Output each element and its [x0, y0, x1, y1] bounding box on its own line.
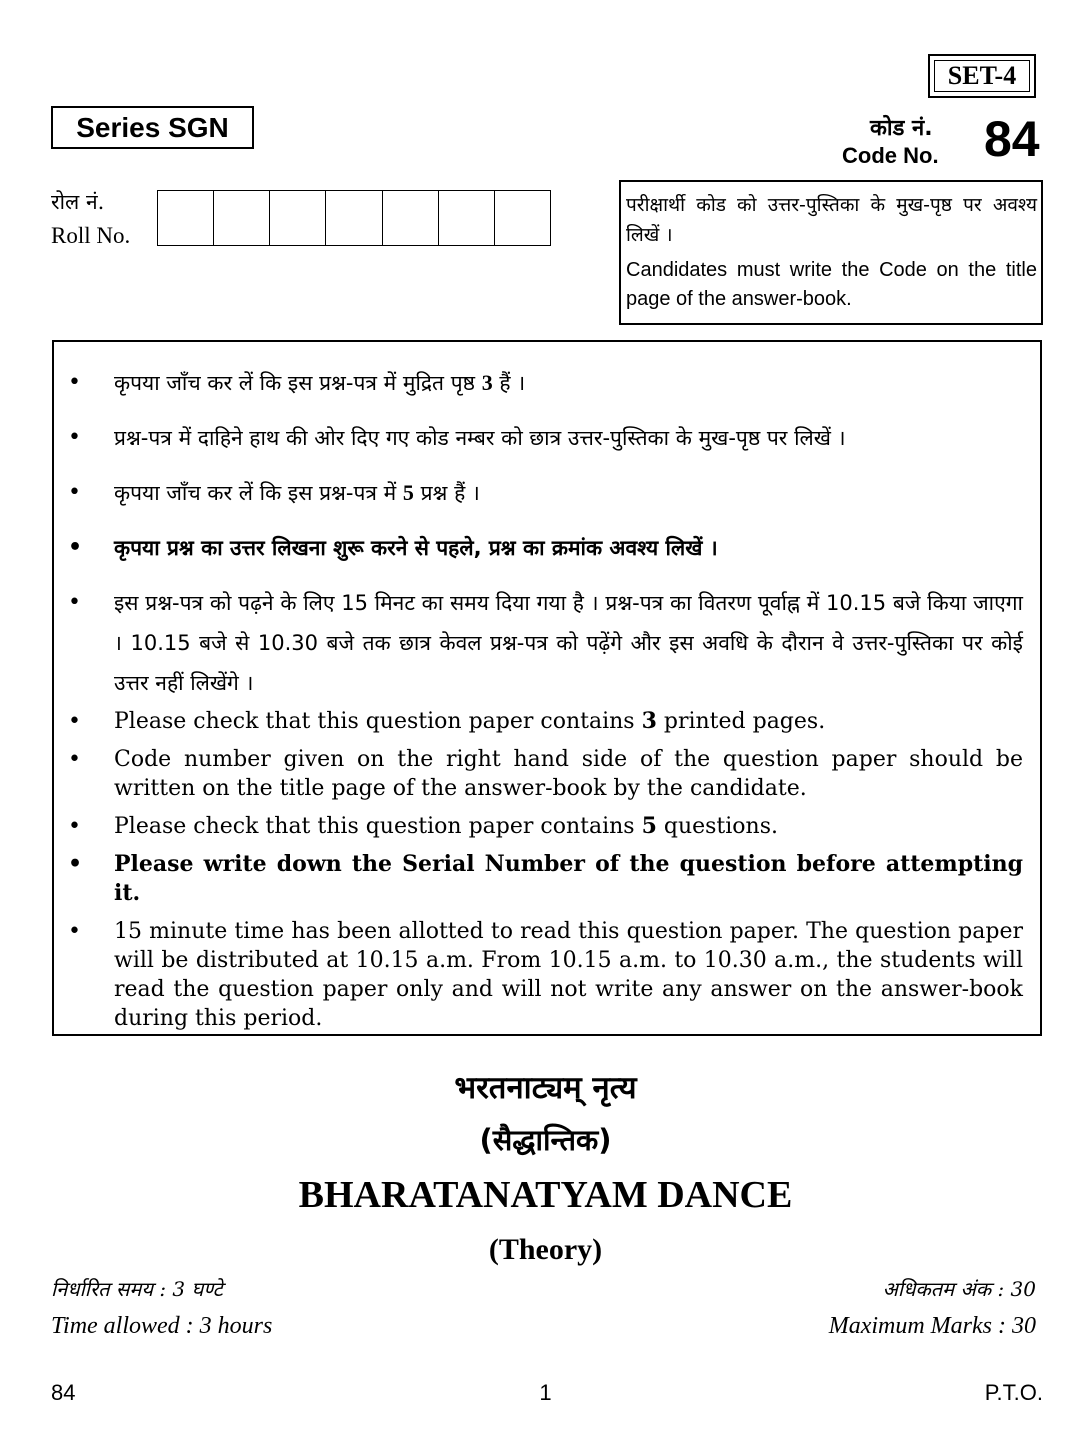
instruction-text: Please check that this question paper contains: [114, 709, 642, 734]
instruction-text: Please write down the Serial Number of the question before attempting it.: [114, 851, 1023, 906]
roll-cell[interactable]: [439, 191, 495, 245]
instruction-hindi-3: [68, 473, 1023, 513]
roll-label-hindi: रोल नं.: [51, 190, 105, 214]
roll-cell[interactable]: [270, 191, 326, 245]
instruction-english-4: [68, 850, 1023, 908]
set-label-box: [928, 54, 1036, 98]
roll-cell[interactable]: [495, 191, 550, 245]
footer-page-number: 1: [539, 1380, 552, 1405]
instruction-text: इस प्रश्न-पत्र को पढ़ने के लिए 15 मिनट का समय दिया गया है । प्रश्न-पत्र का वितरण पूर्वाह्न में 10.15 बजे किया जाएगा । 10.15 बजे से 10.30 बजे तक छात्र केवल प्रश्न-पत्र को पढ़ेंगे और इस अवधि के दौरान वे उत्तर-पुस्तिका पर कोई उत्तर नहीं लिखेंगे ।: [114, 591, 1023, 695]
code-instruction-english: Candidates must write the Code on the title page of the answer-book.: [626, 259, 1037, 310]
code-instruction-hindi: परीक्षार्थी कोड को उत्तर-पुस्तिका के मुख-पृष्ठ पर अवश्य लिखें ।: [626, 194, 1037, 246]
instruction-hindi-5: [68, 583, 1023, 703]
series-label: Series SGN: [51, 106, 254, 149]
roll-label-english: Roll No.: [51, 223, 131, 248]
instruction-text: Code number given on the right hand side of the question paper should be written on the title page of the answer-book by the candidate.: [114, 747, 1023, 801]
instructions-list: [68, 342, 1023, 1033]
instruction-hindi-4: [68, 528, 1023, 568]
roll-cell[interactable]: [383, 191, 439, 245]
time-allowed-english: Time allowed : 3 hours: [51, 1313, 273, 1339]
subject-title-english: BHARATANATYAM DANCE: [298, 1174, 793, 1216]
maximum-marks-english: Maximum Marks : 30: [828, 1313, 1036, 1339]
instruction-text: कृपया जाँच कर लें कि इस प्रश्न-पत्र में मुद्रित पृष्ठ: [114, 371, 482, 395]
instruction-text: Please check that this question paper contains: [114, 814, 642, 839]
instruction-english-2: [68, 745, 1023, 803]
instruction-text: कृपया प्रश्न का उत्तर लिखना शुरू करने से पहले, प्रश्न का क्रमांक अवश्य लिखें ।: [114, 536, 718, 560]
code-label-english: Code No.: [842, 143, 939, 168]
roll-cell[interactable]: [158, 191, 214, 245]
subject-title-hindi: भरतनाट्यम् नृत्य: [454, 1070, 637, 1106]
instruction-text: questions.: [656, 814, 779, 839]
maximum-marks-hindi: अधिकतम अंक : 30: [882, 1277, 1036, 1301]
instruction-text: हैं ।: [492, 371, 526, 395]
instruction-text: प्रश्न-पत्र में दाहिने हाथ की ओर दिए गए कोड नम्बर को छात्र उत्तर-पुस्तिका के मुख-पृष्ठ पर लिखें ।: [114, 426, 846, 450]
roll-cell[interactable]: [326, 191, 382, 245]
instruction-hindi-1: [68, 363, 1023, 403]
instruction-text: कृपया जाँच कर लें कि इस प्रश्न-पत्र में: [114, 481, 403, 505]
roll-number-grid[interactable]: [157, 190, 551, 246]
instruction-bold: 3: [641, 708, 657, 734]
instruction-english-5: [68, 917, 1023, 1033]
code-instruction-box: [619, 180, 1043, 325]
code-label-hindi: कोड नं.: [870, 116, 933, 141]
subject-subtitle-hindi: (सैद्धान्तिक): [479, 1123, 612, 1157]
instruction-hindi-2: [68, 418, 1023, 458]
time-allowed-hindi: निर्धारित समय : 3 घण्टे: [51, 1277, 223, 1301]
general-instructions-box: [52, 340, 1042, 1036]
set-label: SET-4: [934, 60, 1030, 92]
footer-code: 84: [51, 1380, 76, 1405]
roll-cell[interactable]: [214, 191, 270, 245]
instruction-english-3: [68, 812, 1023, 841]
instruction-text: printed pages.: [656, 709, 826, 734]
instruction-bold: 3: [481, 370, 493, 395]
instruction-bold: 5: [641, 813, 657, 839]
instruction-english-1: [68, 707, 1023, 736]
instruction-text: प्रश्न हैं ।: [413, 481, 480, 505]
instruction-text: 15 minute time has been allotted to read this question paper. The question paper will be distributed at 10.15 a.m. From 10.15 a.m. to 10.30 a.m., the students will read the question paper only and will not write any answer on the answer-book during this period.: [114, 919, 1023, 1031]
code-number: 84: [984, 111, 1040, 167]
footer-pto: P.T.O.: [984, 1380, 1043, 1405]
instruction-bold: 5: [402, 480, 414, 505]
subject-subtitle-english: (Theory): [488, 1233, 603, 1266]
